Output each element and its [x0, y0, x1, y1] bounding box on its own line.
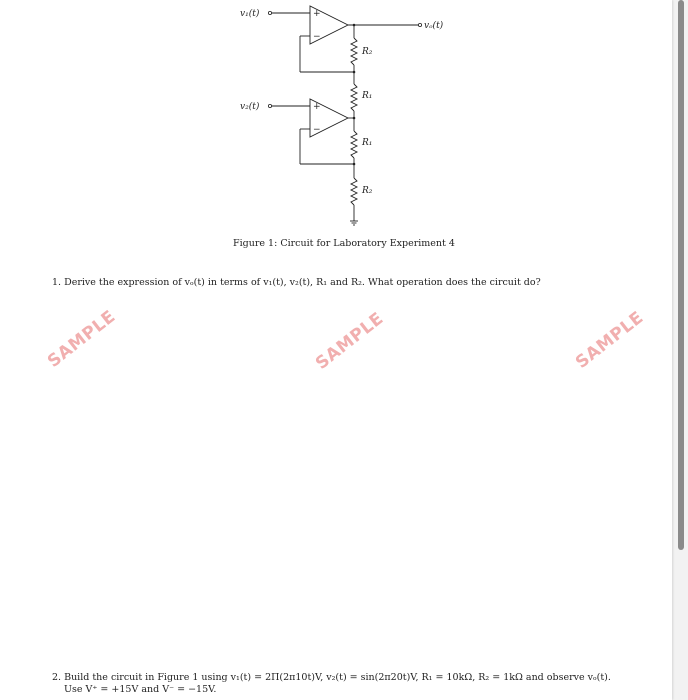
label-v1: v₁(t) [240, 9, 260, 19]
resistor-r1-upper [351, 84, 357, 111]
label-vo: vₒ(t) [424, 21, 444, 31]
resistor-r2-bottom [351, 178, 357, 205]
problem-2-text: 2. Build the circuit in Figure 1 using v₁(t) = 2Π(2π10t)V, v₂(t) = sin(2π20t)V, R₁ = 10kΩ, R₂ = 1kΩ and observe vₒ(t). [52, 672, 611, 683]
label-r1-upper: R₁ [362, 91, 373, 101]
scrollbar[interactable] [678, 0, 684, 550]
resistor-r1-lower [351, 131, 357, 158]
watermark-left: SAMPLE [44, 306, 120, 372]
resistor-r2-top [351, 38, 357, 65]
label-v2: v₂(t) [240, 102, 260, 112]
problem-1-text: 1. Derive the expression of vₒ(t) in terms of v₁(t), v₂(t), R₁ and R₂. What operation does the circuit do? [52, 277, 541, 288]
opamp-1-minus: − [313, 32, 321, 42]
label-r2-top: R₂ [362, 47, 373, 57]
watermark-right: SAMPLE [572, 307, 648, 373]
label-r2-bottom: R₂ [362, 186, 373, 196]
problem-1 [52, 277, 541, 289]
problem-2 [52, 672, 611, 696]
opamp-1-plus: + [313, 9, 321, 19]
watermark-center: SAMPLE [312, 308, 388, 374]
problem-2-continuation: Use V⁺ = +15V and V⁻ = −15V. [64, 684, 217, 695]
opamp-2-minus: − [313, 125, 321, 135]
circuit-diagram [0, 0, 688, 235]
label-r1-lower: R₁ [362, 138, 373, 148]
figure-caption: Figure 1: Circuit for Laboratory Experiment 4 [233, 238, 455, 249]
opamp-2-plus: + [313, 102, 321, 112]
